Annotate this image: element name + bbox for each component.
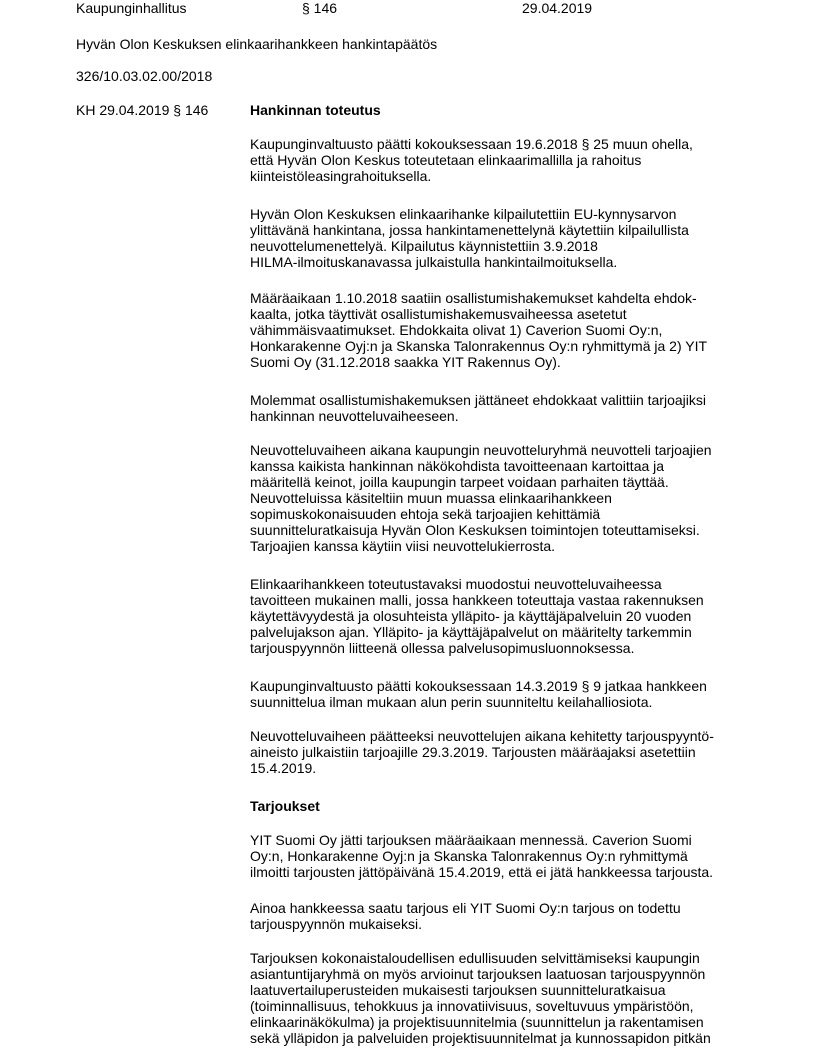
- text-line: Honkarakenne Oyj:n ja Skanska Talonrakennus Oy:n ryhmittymä ja 2) YIT: [250, 338, 708, 354]
- text-line: sopimuskokonaisuuden ehtoja sekä tarjoajien kehittämiä: [250, 506, 601, 522]
- text-line: elinkaarinäkökulma) ja projektisuunnitelmia (suunnittelun ja rakentamisen: [250, 1014, 704, 1030]
- text-line: Neuvotteluissa käsiteltiin muun muassa elinkaarihankkeen: [250, 490, 612, 506]
- header-date: 29.04.2019: [522, 0, 593, 16]
- text-line: Tarjouksen kokonaistaloudellisen edullisuuden selvittämiseksi kaupungin: [250, 950, 700, 966]
- text-line: vähimmäisvaatimukset. Ehdokkaita olivat 1) Caverion Suomi Oy:n,: [250, 322, 663, 338]
- text-line: Oy:n, Honkarakenne Oyj:n ja Skanska Talonrakennus Oy:n ryhmittymä: [250, 848, 688, 864]
- paragraph: [250, 832, 740, 880]
- section-heading-hankinnan-toteutus: Hankinnan toteutus: [250, 102, 381, 118]
- paragraph: [250, 206, 740, 270]
- document-title: Hyvän Olon Keskuksen elinkaarihankkeen hankintapäätös: [76, 36, 438, 52]
- text-line: suunnitteluratkaisuja Hyvän Olon Keskuksen toimintojen toteuttamiseksi.: [250, 522, 700, 538]
- text-line: YIT Suomi Oy jätti tarjouksen määräaikaan mennessä. Caverion Suomi: [250, 832, 692, 848]
- paragraph: [250, 392, 740, 424]
- text-line: Elinkaarihankkeen toteutustavaksi muodostui neuvotteluvaiheessa: [250, 576, 662, 592]
- text-line: tavoitteen mukainen malli, jossa hankkeen toteuttaja vastaa rakennuksen: [250, 592, 704, 608]
- text-line: Ainoa hankkeessa saatu tarjous eli YIT Suomi Oy:n tarjous on todettu: [250, 900, 681, 916]
- text-line: 15.4.2019.: [250, 760, 317, 776]
- paragraph: [250, 136, 740, 184]
- text-line: kiinteistöleasingrahoituksella.: [250, 168, 432, 184]
- text-line: ilmoitti tarjousten jättöpäivänä 15.4.2019, että ei jätä hankkeessa tarjousta.: [250, 864, 714, 880]
- paragraph: [250, 950, 740, 1046]
- text-line: sekä ylläpidon ja palveluiden projektisuunnitelmat ja kunnossapidon pitkän: [250, 1030, 711, 1046]
- text-line: käytettävyydestä ja olosuhteista ylläpito- ja käyttäjäpalveluin 20 vuoden: [250, 608, 692, 624]
- item-reference: KH 29.04.2019 § 146: [76, 102, 209, 118]
- text-line: palvelujakson ajan. Ylläpito- ja käyttäjäpalvelut on määritelty tarkemmin: [250, 624, 692, 640]
- text-line: ylittävänä hankintana, jossa hankintamenettelynä käytettiin kilpailullista: [250, 222, 689, 238]
- text-line: aineisto julkaistiin tarjoajille 29.3.2019. Tarjousten määräajaksi asetettiin: [250, 744, 696, 760]
- text-line: Molemmat osallistumishakemuksen jättäneet ehdokkaat valittiin tarjoajiksi: [250, 392, 706, 408]
- text-line: laatuvertailuperusteiden mukaisesti tarjouksen suunnitteluratkaisua: [250, 982, 666, 998]
- header-section-number: § 146: [302, 0, 338, 16]
- text-line: tarjouspyynnön liitteenä ollessa palvelusopimusluonnoksessa.: [250, 640, 635, 656]
- paragraph: [250, 728, 740, 776]
- file-number: 326/10.03.02.00/2018: [76, 68, 213, 84]
- text-line: HILMA-ilmoituskanavassa julkaistulla hankintailmoituksella.: [250, 254, 618, 270]
- text-line: Neuvotteluvaiheen päätteeksi neuvottelujen aikana kehitetty tarjouspyyntö-: [250, 728, 714, 744]
- text-line: kaalta, jotka täyttivät osallistumishakemusvaiheessa asetetut: [250, 306, 627, 322]
- paragraph: [250, 442, 740, 554]
- text-line: Suomi Oy (31.12.2018 saakka YIT Rakennus Oy).: [250, 354, 561, 370]
- header-body-name: Kaupunginhallitus: [76, 0, 187, 16]
- text-line: Tarjoajien kanssa käytiin viisi neuvottelukierrosta.: [250, 538, 556, 554]
- text-line: suunnittelua ilman mukaan alun perin suunniteltu keilahalliosiota.: [250, 694, 653, 710]
- text-line: Hyvän Olon Keskuksen elinkaarihanke kilpailutettiin EU-kynnysarvon: [250, 206, 677, 222]
- text-line: että Hyvän Olon Keskus toteutetaan elinkaarimallilla ja rahoitus: [250, 152, 642, 168]
- section-heading-tarjoukset: Tarjoukset: [250, 798, 320, 814]
- text-line: neuvottelumenettelyä. Kilpailutus käynnistettiin 3.9.2018: [250, 238, 598, 254]
- paragraph: [250, 678, 740, 710]
- text-line: Määräaikaan 1.10.2018 saatiin osallistumishakemukset kahdelta ehdok-: [250, 290, 697, 306]
- paragraph: [250, 900, 740, 932]
- text-line: määritellä keinot, joilla kaupungin tarpeet voidaan parhaiten täyttää.: [250, 474, 669, 490]
- text-line: kanssa kaikista hankinnan näkökohdista tavoitteenaan kartoittaa ja: [250, 458, 665, 474]
- text-line: tarjouspyynnön mukaiseksi.: [250, 916, 422, 932]
- text-line: hankinnan neuvotteluvaiheeseen.: [250, 408, 459, 424]
- text-line: asiantuntijaryhmä on myös arvioinut tarjouksen laatuosan tarjouspyynnön: [250, 966, 706, 982]
- paragraph: [250, 290, 740, 370]
- text-line: Kaupunginvaltuusto päätti kokouksessaan 14.3.2019 § 9 jatkaa hankkeen: [250, 678, 707, 694]
- text-line: Neuvotteluvaiheen aikana kaupungin neuvotteluryhmä neuvotteli tarjoajien: [250, 442, 712, 458]
- paragraph: [250, 576, 740, 656]
- text-line: Kaupunginvaltuusto päätti kokouksessaan 19.6.2018 § 25 muun ohella,: [250, 136, 693, 152]
- text-line: (toiminnallisuus, tehokkuus ja innovatiivisuus, soveltuvuus ympäristöön,: [250, 998, 694, 1014]
